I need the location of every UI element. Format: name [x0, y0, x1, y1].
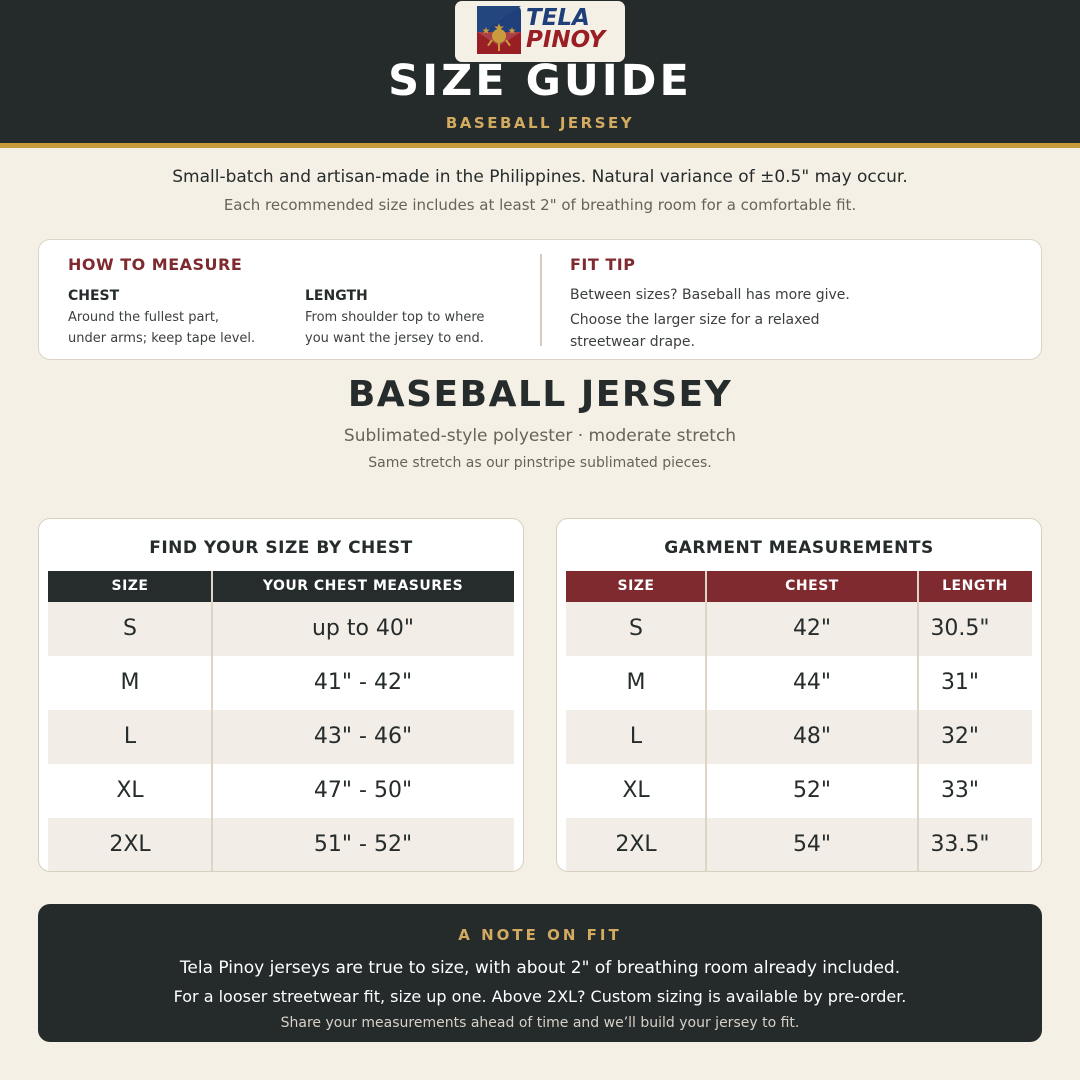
table-header-row	[48, 571, 514, 602]
product-title: BASEBALL JERSEY	[347, 374, 733, 415]
shield-sun-stars-icon	[477, 6, 521, 54]
chest-cell: 52"	[792, 778, 832, 803]
header-band	[0, 0, 1080, 143]
length-cell: 33"	[940, 778, 980, 803]
chest-range-cell: 43" - 46"	[313, 724, 413, 749]
column-header-length: LENGTH	[942, 578, 1008, 594]
brand-logo	[455, 1, 625, 62]
chest-instruction-line-2: under arms; keep tape level.	[68, 331, 256, 346]
fit-tip-line-2: Choose the larger size for a relaxed	[570, 312, 820, 328]
table-title: GARMENT MEASUREMENTS	[664, 538, 934, 558]
table-row	[48, 602, 514, 656]
chest-range-cell: 41" - 42"	[313, 670, 413, 695]
size-by-chest-table	[38, 518, 524, 872]
note-line-3: Share your measurements ahead of time and we’ll build your jersey to fit.	[280, 1015, 800, 1031]
chest-range-cell: up to 40"	[311, 616, 415, 641]
note-heading: A NOTE ON FIT	[458, 926, 622, 944]
brand-name-line-2: PINOY	[526, 27, 606, 53]
table-body	[48, 602, 514, 872]
card-divider	[540, 254, 542, 346]
table-header-row	[566, 571, 1032, 602]
size-cell: XL	[622, 778, 650, 803]
chest-instruction-line-1: Around the fullest part,	[68, 310, 220, 325]
length-cell: 33.5"	[930, 832, 990, 857]
table-row	[48, 818, 514, 872]
size-cell: L	[629, 724, 643, 749]
table-row	[566, 764, 1032, 818]
page-title: SIZE GUIDE	[388, 56, 692, 106]
column-header-chest: CHEST	[785, 578, 839, 594]
header-divider	[0, 143, 1080, 148]
column-divider	[705, 571, 707, 872]
intro-line-2: Each recommended size includes at least 2" of breathing room for a comfortable fit.	[223, 196, 857, 214]
size-cell: 2XL	[109, 832, 151, 857]
length-cell: 30.5"	[930, 616, 990, 641]
brand-name-line-1: TELA	[526, 5, 590, 31]
chest-cell: 48"	[792, 724, 832, 749]
size-cell: 2XL	[615, 832, 657, 857]
chest-label: CHEST	[68, 288, 120, 304]
note-line-2: For a looser streetwear fit, size up one. Above 2XL? Custom sizing is available by pre-order.	[173, 987, 907, 1006]
fit-tip-line-1: Between sizes? Baseball has more give.	[570, 287, 850, 303]
chest-range-cell: 51" - 52"	[313, 832, 413, 857]
chest-cell: 54"	[792, 832, 832, 857]
how-to-measure-heading: HOW TO MEASURE	[68, 255, 243, 274]
chest-cell: 44"	[792, 670, 832, 695]
page-subtitle: BASEBALL JERSEY	[445, 114, 635, 132]
chest-cell: 42"	[792, 616, 832, 641]
fit-tip-heading: FIT TIP	[570, 255, 636, 274]
size-cell: M	[626, 670, 646, 695]
table-row	[48, 710, 514, 764]
column-header-size: SIZE	[617, 578, 655, 594]
column-divider	[917, 571, 919, 872]
garment-measurements-table	[556, 518, 1042, 872]
table-body	[566, 602, 1032, 872]
size-cell: S	[123, 616, 137, 641]
column-header-size: SIZE	[111, 578, 149, 594]
size-cell: XL	[116, 778, 144, 803]
table-row	[48, 764, 514, 818]
fit-tip-line-3: streetwear drape.	[570, 334, 695, 350]
length-label: LENGTH	[305, 288, 368, 304]
size-cell: M	[120, 670, 140, 695]
size-cell: L	[123, 724, 137, 749]
table-row	[566, 602, 1032, 656]
column-header-chest-measures: YOUR CHEST MEASURES	[262, 578, 464, 594]
intro-line-1: Small-batch and artisan-made in the Philippines. Natural variance of ±0.5" may occur.	[172, 167, 908, 187]
table-row	[566, 818, 1032, 872]
size-cell: S	[629, 616, 643, 641]
how-to-measure-card	[38, 239, 1042, 360]
table-title: FIND YOUR SIZE BY CHEST	[149, 538, 413, 558]
table-row	[48, 656, 514, 710]
chest-range-cell: 47" - 50"	[313, 778, 413, 803]
length-instruction-line-2: you want the jersey to end.	[305, 331, 484, 346]
length-instruction-line-1: From shoulder top to where	[305, 310, 485, 325]
table-row	[566, 710, 1032, 764]
note-on-fit-box	[38, 904, 1042, 1042]
length-cell: 31"	[940, 670, 980, 695]
column-divider	[211, 571, 213, 872]
product-material: Sublimated-style polyester · moderate stretch	[343, 426, 737, 446]
table-row	[566, 656, 1032, 710]
length-cell: 32"	[940, 724, 980, 749]
note-line-1: Tela Pinoy jerseys are true to size, with about 2" of breathing room already included.	[179, 958, 901, 978]
product-note: Same stretch as our pinstripe sublimated pieces.	[368, 455, 712, 471]
